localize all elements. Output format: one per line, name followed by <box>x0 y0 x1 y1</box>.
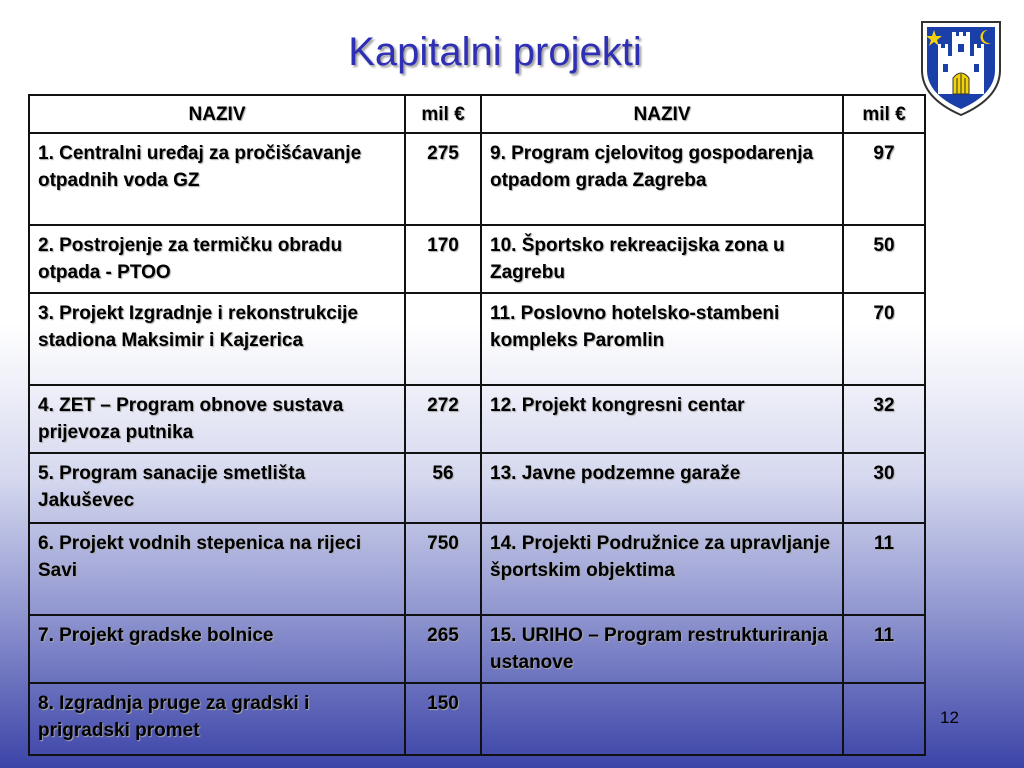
header-naziv-right: NAZIV <box>481 95 843 133</box>
project-name: 9. Program cjelovitog gospodarenja otpadom grada Zagreba <box>481 133 843 225</box>
project-name: 3. Projekt Izgradnje i rekonstrukcije stadiona Maksimir i Kajzerica <box>29 293 405 385</box>
project-value: 170 <box>405 225 481 293</box>
table-header-row <box>29 95 925 133</box>
table-row <box>29 523 925 615</box>
project-value <box>405 293 481 385</box>
table-row <box>29 293 925 385</box>
project-value: 32 <box>843 385 925 453</box>
project-name: 12. Projekt kongresni centar <box>481 385 843 453</box>
project-value: 30 <box>843 453 925 523</box>
table-row <box>29 615 925 683</box>
header-mil-left: mil € <box>405 95 481 133</box>
project-value: 265 <box>405 615 481 683</box>
project-value: 11 <box>843 523 925 615</box>
table-row <box>29 225 925 293</box>
header-naziv-left: NAZIV <box>29 95 405 133</box>
project-name: 7. Projekt gradske bolnice <box>29 615 405 683</box>
project-value: 150 <box>405 683 481 755</box>
project-name: 4. ZET – Program obnove sustava prijevoza putnika <box>29 385 405 453</box>
project-name: 6. Projekt vodnih stepenica na rijeci Savi <box>29 523 405 615</box>
project-name: 15. URIHO – Program restrukturiranja ustanove <box>481 615 843 683</box>
project-value: 56 <box>405 453 481 523</box>
projects-table <box>28 94 926 756</box>
project-value <box>843 683 925 755</box>
project-name: 14. Projekti Podružnice za upravljanje športskim objektima <box>481 523 843 615</box>
page-number: 12 <box>940 708 959 727</box>
slide-title: Kapitalni projekti <box>348 30 642 74</box>
zagreb-coat-of-arms-icon <box>918 18 1004 118</box>
project-value: 272 <box>405 385 481 453</box>
project-name: 10. Športsko rekreacijska zona u Zagrebu <box>481 225 843 293</box>
project-value: 70 <box>843 293 925 385</box>
table-row <box>29 385 925 453</box>
table-row <box>29 683 925 755</box>
project-value: 11 <box>843 615 925 683</box>
header-mil-right: mil € <box>843 95 925 133</box>
project-value: 50 <box>843 225 925 293</box>
project-name: 2. Postrojenje za termičku obradu otpada - PTOO <box>29 225 405 293</box>
project-name: 13. Javne podzemne garaže <box>481 453 843 523</box>
project-name: 11. Poslovno hotelsko-stambeni kompleks Paromlin <box>481 293 843 385</box>
table-row <box>29 453 925 523</box>
project-name <box>481 683 843 755</box>
table-row <box>29 133 925 225</box>
project-value: 97 <box>843 133 925 225</box>
project-name: 5. Program sanacije smetlišta Jakuševec <box>29 453 405 523</box>
project-value: 750 <box>405 523 481 615</box>
project-value: 275 <box>405 133 481 225</box>
project-name: 8. Izgradnja pruge za gradski i prigradski promet <box>29 683 405 755</box>
project-name: 1. Centralni uređaj za pročišćavanje otpadnih voda GZ <box>29 133 405 225</box>
